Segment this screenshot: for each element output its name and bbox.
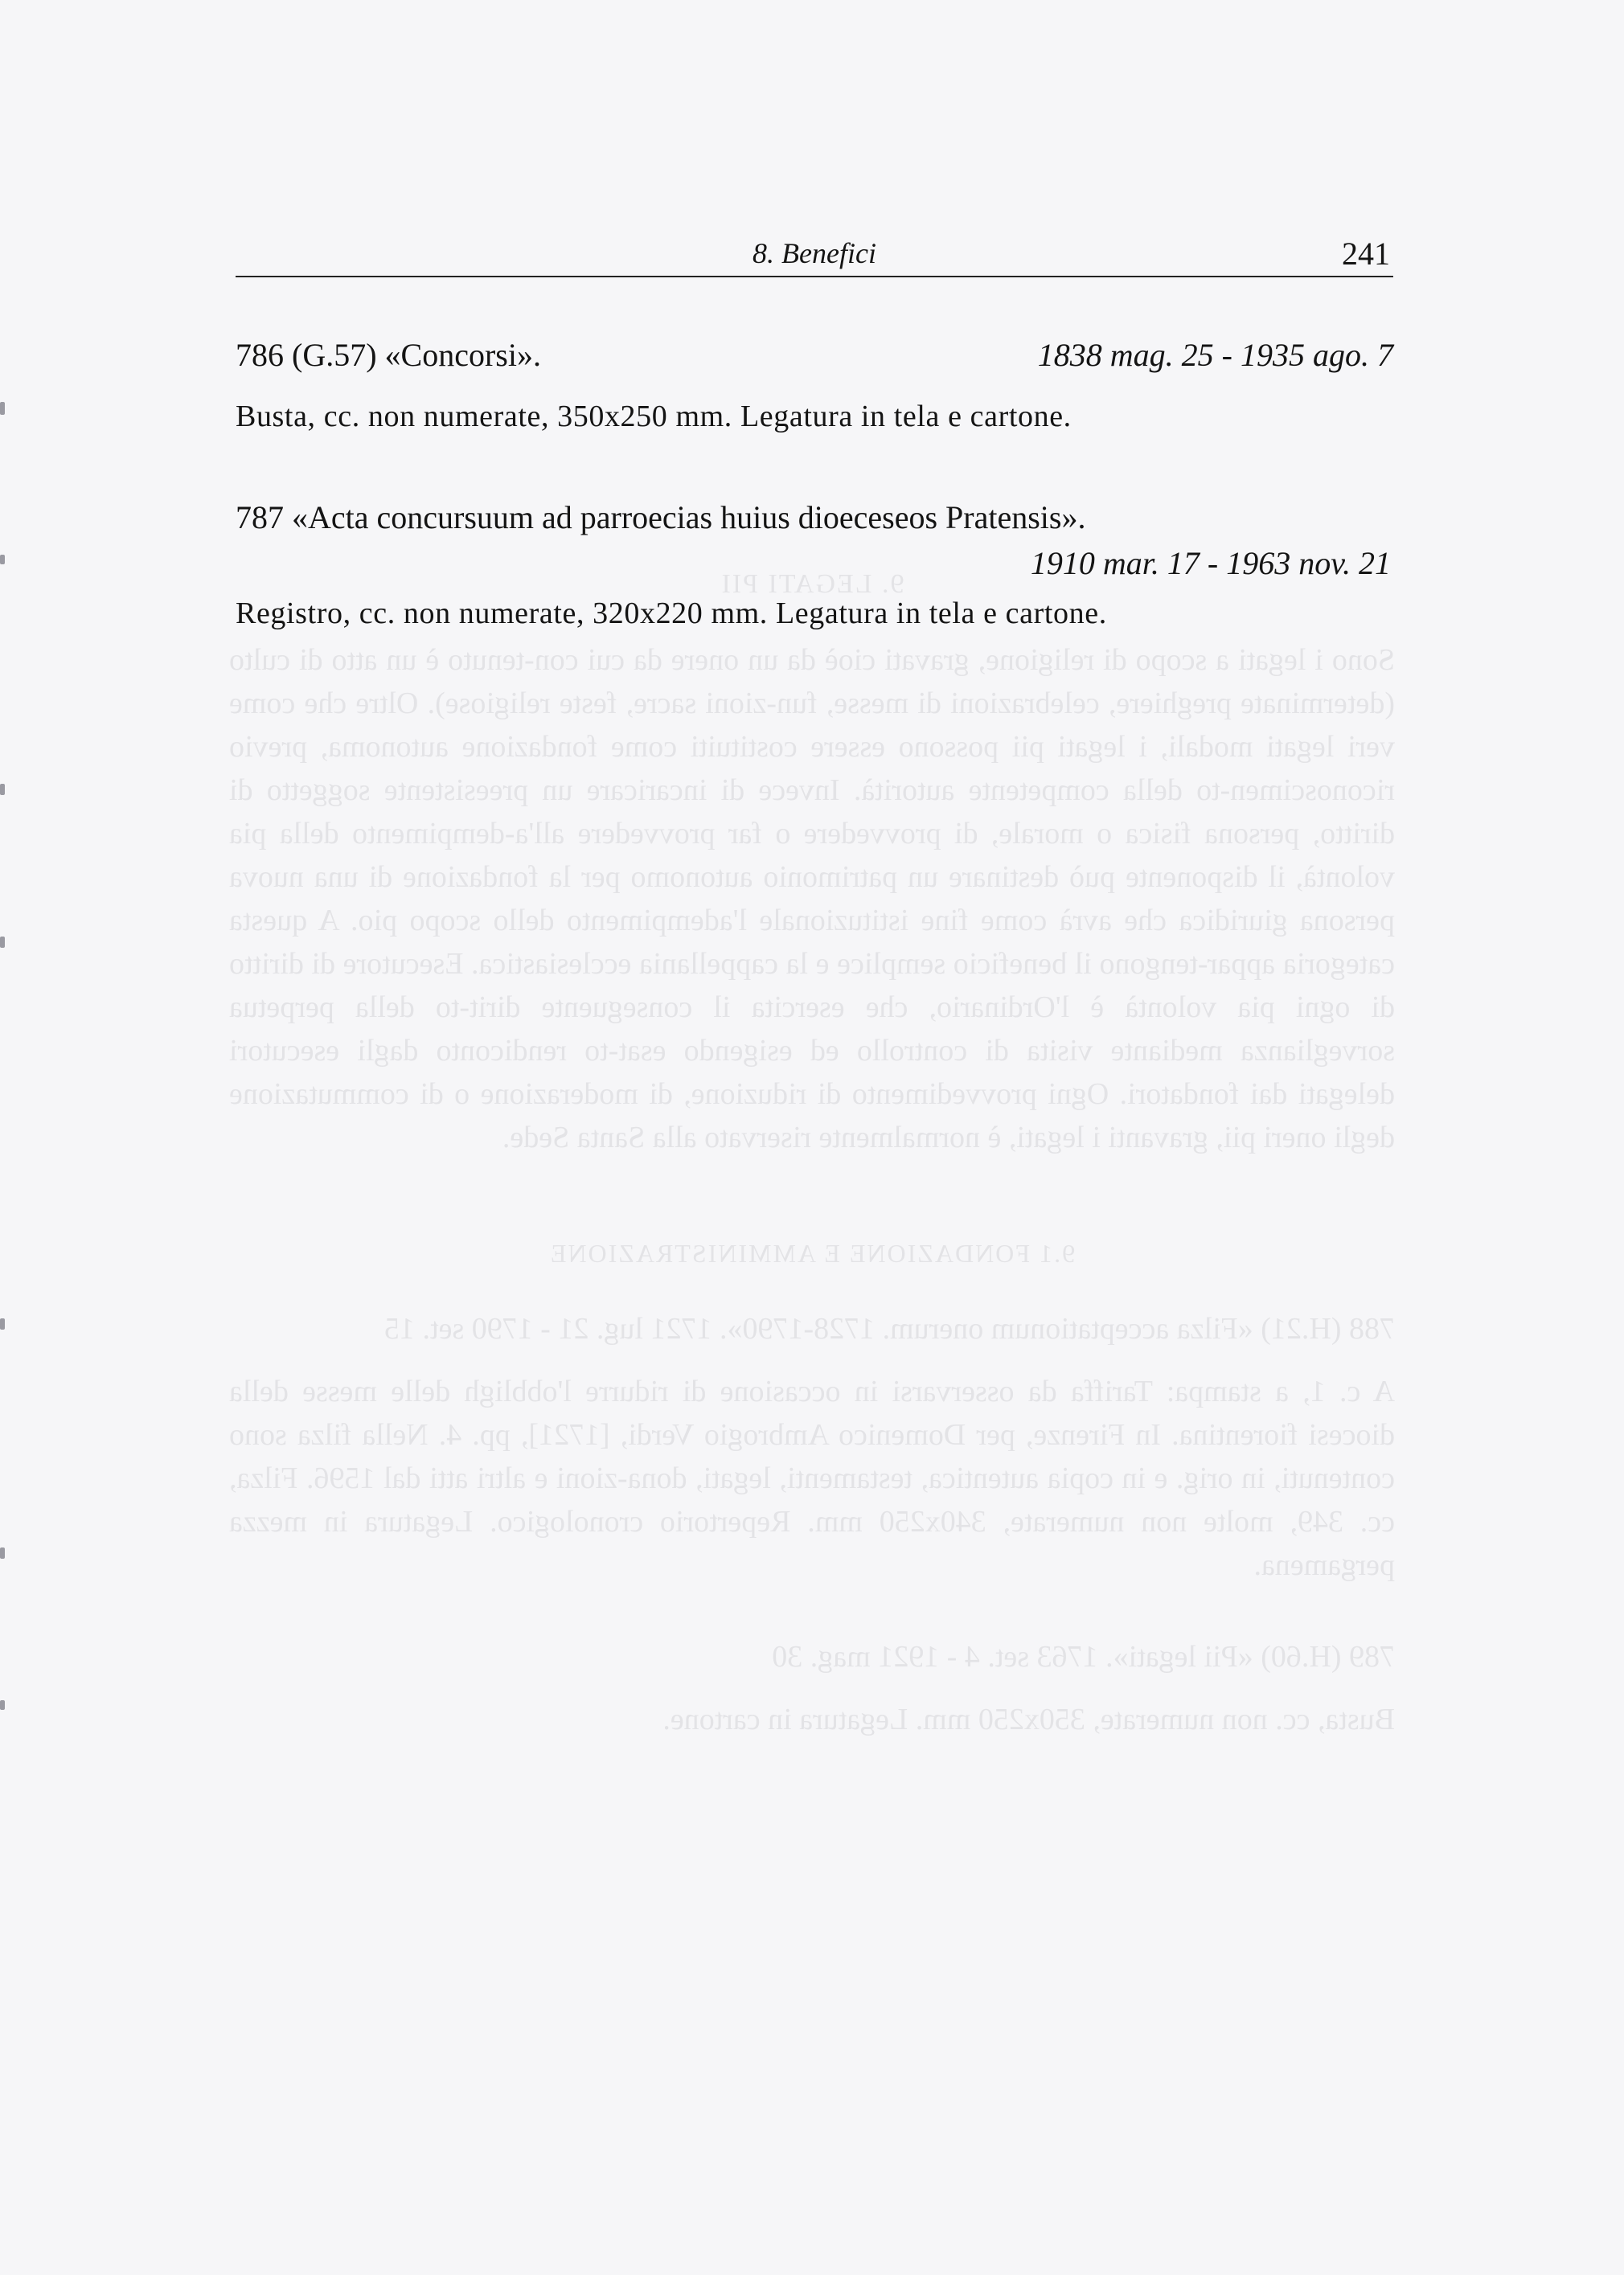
- entry-786-heading-line: [236, 336, 1393, 375]
- entry-heading: 787 «Acta concursuum ad parroecias huius dioeceseos Pratensis».: [236, 499, 1086, 535]
- entry-description: Registro, cc. non numerate, 320x220 mm. Legatura in tela e cartone.: [236, 596, 1107, 630]
- show-through-section: 9.1 FONDAZIONE E AMMINISTRAZIONE: [548, 1239, 1076, 1268]
- section-title: 8. Benefici: [753, 237, 876, 269]
- page-number: 241: [1342, 236, 1390, 272]
- scan-edge-mark: [0, 1547, 5, 1559]
- show-through-heading: 9. LEGATI PII: [720, 569, 904, 599]
- scan-edge-mark: [0, 555, 5, 564]
- entry-heading: 786 (G.57) «Concorsi».: [236, 337, 541, 373]
- show-through-text: [229, 563, 1395, 2026]
- show-through-paragraph: Sono i legati a scopo di religione, gravati cioè da un onere da cui con-tenuto è un atto di culto (determinate preghiere, celebrazioni di messe, fun-zioni sacre, feste religiose). Oltre che come veri legati modali, i legati pii possono essere costituiti come fondazione autonoma, previo riconoscimen-to della competente autorità. Invece di incaricare un preesistente soggetto di diritto, persona fisica o morale, di provvedere o far provvedere all'a-dempimento della pia volontà, il disponente può destinare un patrimonio autonomo per la fondazione di una nuova persona giuridica che avrà come fine istituzionale l'adempimento dello scopo pio. A questa categoria appar-tengono il beneficio semplice e la cappellania ecclesiastica. Esecutore di diritto di ogni pia volontà è l'Ordinario, che esercita il conseguente dirit-to della perpetua sorveglianza mediante visita di controllo ed esigendo esat-to rendiconto dagli esecutori delegati dai fondatori. Ogni provvedimento di riduzione, di moderazione o di commutazione degli oneri pii, gravanti i legati, è normalmente riservato alla Santa Sede.: [229, 643, 1395, 1154]
- show-through-entry-desc: A c. 1, a stampa: Tariffa da osservarsi in occasione di ridurre l'obbligh delle messe della diocesi fiorentina. In Firenze, per Domenico Ambrogio Verdi, [1721], pp. 4. Nella filza sono contenuti, in orig. e in copia autentica, testamenti, legati, dona-zioni e altri atti dal 1596. Filza, cc. 349, molte non numerate, 340x250 mm. Repertorio cronologico. Legatura in mezza pergamena.: [229, 1375, 1395, 1582]
- scan-edge-mark: [0, 402, 5, 415]
- running-header: [236, 236, 1393, 277]
- entry-date: 1910 mar. 17 - 1963 nov. 21: [1030, 545, 1391, 581]
- show-through-entry: 788 (H.21) «Filza acceptationum onerum. 1728-1790». 1721 lug. 21 - 1790 set. 15: [384, 1312, 1395, 1346]
- entry-date: 1838 mag. 25 - 1935 ago. 7: [1037, 337, 1393, 373]
- scan-edge-mark: [0, 937, 5, 948]
- show-through-entry: 789 (H.60) «Pii legati». 1763 set. 4 - 1921 mag. 30: [772, 1640, 1395, 1674]
- scan-edge-mark: [0, 1700, 5, 1710]
- entry-787-heading-line: [236, 498, 1393, 537]
- show-through-entry-desc: Busta, cc. non numerate, 350x250 mm. Legatura in cartone.: [662, 1703, 1395, 1736]
- scan-edge-mark: [0, 784, 5, 795]
- entry-description: Busta, cc. non numerate, 350x250 mm. Legatura in tela e cartone.: [236, 400, 1072, 433]
- scan-edge-mark: [0, 1318, 5, 1330]
